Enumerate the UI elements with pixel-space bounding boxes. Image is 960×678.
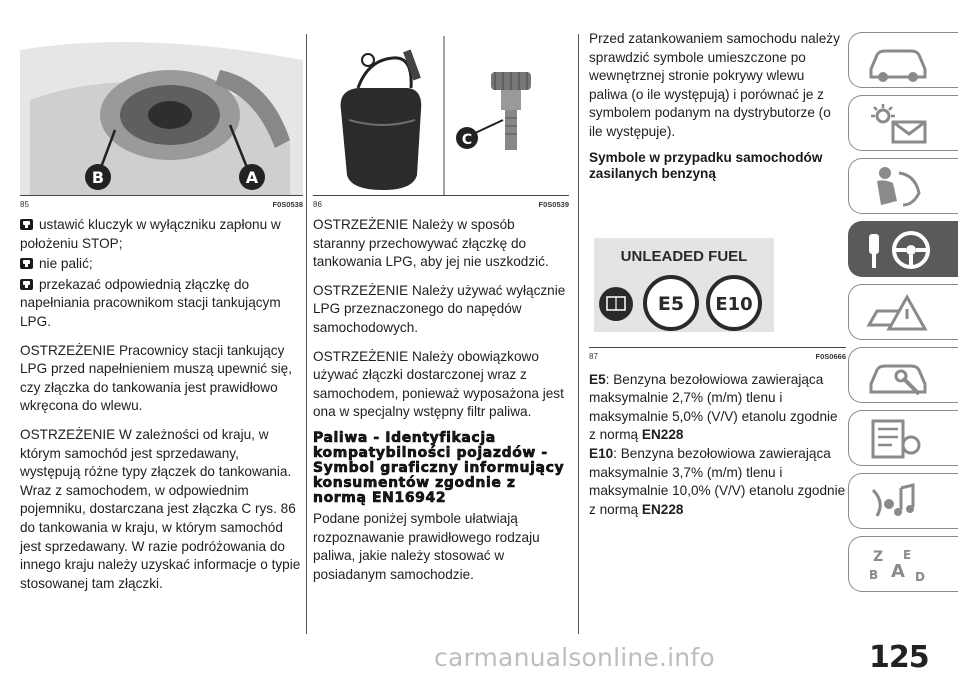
fuel-filler-illustration (20, 30, 303, 196)
bullet-icon (20, 219, 33, 230)
tab-emergency[interactable] (848, 284, 958, 340)
key-steering-wheel-icon (863, 228, 943, 272)
unleaded-fuel-label: UNLEADED FUEL (620, 247, 748, 265)
fuel-symbol-illustration (589, 186, 846, 348)
lpg-adapter-illustration (313, 30, 569, 196)
figure-caption (589, 352, 846, 361)
bullet-item: przekazać odpowiednią złączkę do napełniania pracownikom stacji tankującym LPG. (20, 276, 281, 329)
column-divider-2 (578, 34, 579, 634)
body-paragraph: Podane poniżej symbole ułatwiają rozpoznawanie prawidłowego rodzaju paliwa, jakie należy stosować w posiadanym samochodzie. (313, 510, 540, 582)
warning-paragraph: OSTRZEŻENIE Należy obowiązkowo używać złączki dostarczonej wraz z samochodem, ponieważ wyposażona jest ona w specjalny wstępny filtr paliwa. (313, 348, 564, 420)
figure-caption (313, 200, 569, 209)
svg-text:B: B (869, 568, 879, 582)
column-middle (313, 30, 569, 584)
figure-caption (20, 200, 303, 209)
label-c: C (461, 132, 473, 148)
bullet-item: ustawić kluczyk w wyłączniku zapłonu w położeniu STOP; (20, 217, 281, 251)
figure-85 (20, 30, 303, 196)
svg-text:E: E (903, 548, 912, 562)
svg-text:Z: Z (873, 549, 884, 565)
tab-safety[interactable] (848, 158, 958, 214)
e5-definition: E5: Benzyna bezołowiowa zawierająca maksymalnie 2,7% (m/m) tlenu i maksymalnie 5,0% (V/V) etanolu zgodnie z normą EN228 (589, 371, 838, 443)
section-heading: Paliwa - Identyfikacja kompatybilności pojazdów - Symbol graficzny informujący konsumentów zgodnie z normą EN16942 (313, 429, 565, 506)
emergency-icon (863, 291, 933, 335)
figure-code: F0S0539 (538, 200, 569, 209)
tab-car-dashboard[interactable] (848, 32, 958, 88)
figure-code: F0S0666 (815, 351, 846, 361)
warning-paragraph: OSTRZEŻENIE Pracownicy stacji tankujący LPG przed napełnieniem muszą upewnić się, czy złączka do tankowania jest prawidłowo wkręcona do wlewu. (20, 342, 293, 414)
tab-technical-data[interactable] (848, 410, 958, 466)
tab-index[interactable] (848, 536, 958, 592)
label-b: B (91, 168, 105, 187)
multimedia-icon (863, 480, 933, 524)
figure-number: 87 (589, 351, 598, 361)
e10-definition: E10: Benzyna bezołowiowa zawierająca maksymalnie 3,7% (m/m) tlenu i maksymalnie 10,0% (V/V) etanolu zgodnie z normą EN228 (589, 445, 846, 517)
warning-paragraph: OSTRZEŻENIE Należy używać wyłącznie LPG przeznaczonego do napędów samochodowych. (313, 282, 566, 335)
figure-86 (313, 30, 569, 196)
warning-paragraph: OSTRZEŻENIE Należy w sposób staranny przechowywać złączkę do tankowania LPG, aby jej nie uszkodzić. (313, 217, 549, 270)
bullet-item: nie palić; (20, 255, 303, 274)
figure-87 (589, 186, 846, 348)
svg-text:A: A (891, 561, 905, 582)
warning-lights-icon (863, 102, 933, 146)
maintenance-icon (863, 354, 933, 398)
column-left (20, 30, 303, 593)
chapter-tabs (848, 32, 960, 599)
label-a: A (245, 168, 259, 187)
tab-maintenance[interactable] (848, 347, 958, 403)
e10-symbol: E10 (715, 293, 753, 315)
body-paragraph: Przed zatankowaniem samochodu należy sprawdzić symbole umieszczone po wewnętrznej stronie pokrywy wlewu paliwa (o ile występują) i porównać je z symbolem podanym na dystrybutorze (o ile występuje). (589, 31, 840, 139)
page-number: 125 (869, 640, 929, 675)
figure-number: 86 (313, 200, 322, 209)
tab-multimedia[interactable] (848, 473, 958, 529)
figure-code: F0S0538 (272, 200, 303, 209)
warning-paragraph: OSTRZEŻENIE W zależności od kraju, w którym samochód jest sprzedawany, występują różne typy złączek do tankowania. Wraz z samochodem, w odpowiednim pojemniku, dostarczana jest złączka C rys. 86 do tankowania w kraju, w którym samochód jest sprzedawany. W razie podróżowania do innego kraju należy uzyskać informacje o typie stosowanej tam złączki. (20, 426, 301, 591)
bullet-icon (20, 279, 33, 290)
column-divider-1 (306, 34, 307, 634)
index-icon (863, 543, 933, 587)
figure-number: 85 (20, 200, 29, 209)
technical-data-icon (863, 417, 933, 461)
safety-airbag-icon (863, 165, 933, 209)
subsection-heading: Symbole w przypadku samochodów zasilanych benzyną (589, 149, 823, 181)
column-right (589, 30, 846, 519)
tab-warning-lights[interactable] (848, 95, 958, 151)
car-dashboard-icon (863, 39, 933, 83)
e5-symbol: E5 (657, 292, 685, 315)
watermark: carmanualsonline.info (434, 643, 715, 672)
svg-text:D: D (915, 570, 925, 584)
tab-starting-driving[interactable] (848, 221, 958, 277)
bullet-icon (20, 258, 33, 269)
